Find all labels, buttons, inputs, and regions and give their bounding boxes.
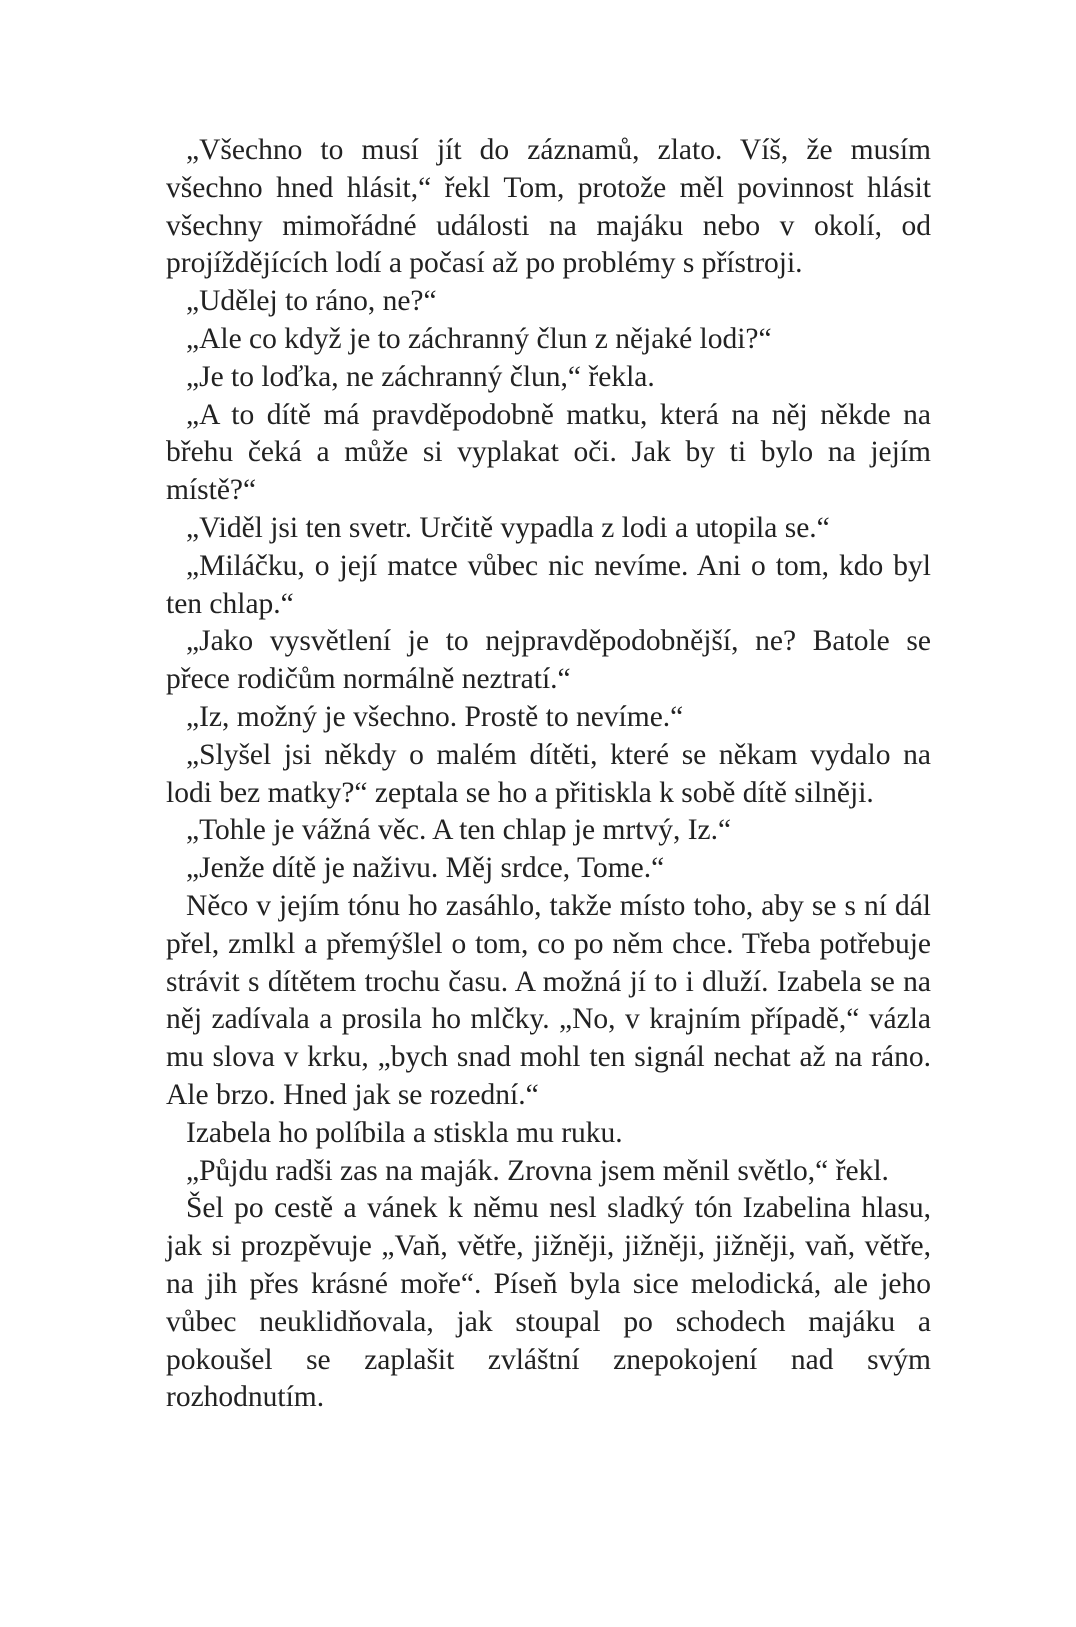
paragraph-8: „Jako vysvětlení je to nejpravděpodobnější, ne? Batole se přece rodičům normálně neztratí.“: [166, 625, 931, 696]
paragraph-4: „Je to loďka, ne záchranný člun,“ řekla.: [186, 360, 655, 393]
book-page: [166, 132, 931, 1417]
paragraph-5: „A to dítě má pravděpodobně matku, která na něj někde na břehu čeká a může si vyplakat oči. Jak by ti bylo na jejím místě?“: [166, 398, 931, 507]
paragraph-3: „Ale co když je to záchranný člun z nějaké lodi?“: [186, 322, 772, 355]
paragraph-16: Šel po cestě a vánek k němu nesl sladký tón Izabelina hlasu, jak si prozpěvuje „Vaň, větře, jižněji, jižněji, jižněji, vaň, větře, na jih přes krásné moře“. Píseň byla sice melodická, ale jeho vůbec neuklidňovala, jak stoupal po schodech majáku a pokoušel se zaplašit zvláštní znepokojení nad svým rozhodnutím.: [166, 1192, 931, 1414]
paragraph-2: „Udělej to ráno, ne?“: [186, 285, 437, 318]
paragraph-6: „Viděl jsi ten svetr. Určitě vypadla z lodi a utopila se.“: [186, 511, 830, 544]
paragraph-13: Něco v jejím tónu ho zasáhlo, takže místo toho, aby se s ní dál přel, zmlkl a přemýšlel o tom, co po něm chce. Třeba potřebuje strávit s dítětem trochu času. A možná jí to i dluží. Izabela se na něj zadívala a prosila ho mlčky. „No, v krajním případě,“ vázla mu slova v krku, „bych snad mohl ten signál nechat až na ráno. Ale brzo. Hned jak se rozední.“: [166, 889, 931, 1111]
paragraph-1: „Všechno to musí jít do záznamů, zlato. Víš, že musím všechno hned hlásit,“ řekl Tom, protože měl povinnost hlásit všechny mimořádné události na majáku nebo v okolí, od projíždějících lodí a počasí až po problémy s přístroji.: [166, 134, 931, 280]
paragraph-14: Izabela ho políbila a stiskla mu ruku.: [186, 1116, 623, 1149]
paragraph-15: „Půjdu radši zas na maják. Zrovna jsem měnil světlo,“ řekl.: [186, 1154, 889, 1187]
paragraph-9: „Iz, možný je všechno. Prostě to nevíme.“: [186, 700, 684, 733]
paragraph-12: „Jenže dítě je naživu. Měj srdce, Tome.“: [186, 852, 665, 885]
paragraph-10: „Slyšel jsi někdy o malém dítěti, které se někam vydalo na lodi bez matky?“ zeptala se ho a přitiskla k sobě dítě silněji.: [166, 738, 931, 809]
paragraph-7: „Miláčku, o její matce vůbec nic nevíme. Ani o tom, kdo byl ten chlap.“: [166, 549, 931, 620]
paragraph-11: „Tohle je vážná věc. A ten chlap je mrtvý, Iz.“: [186, 814, 732, 847]
